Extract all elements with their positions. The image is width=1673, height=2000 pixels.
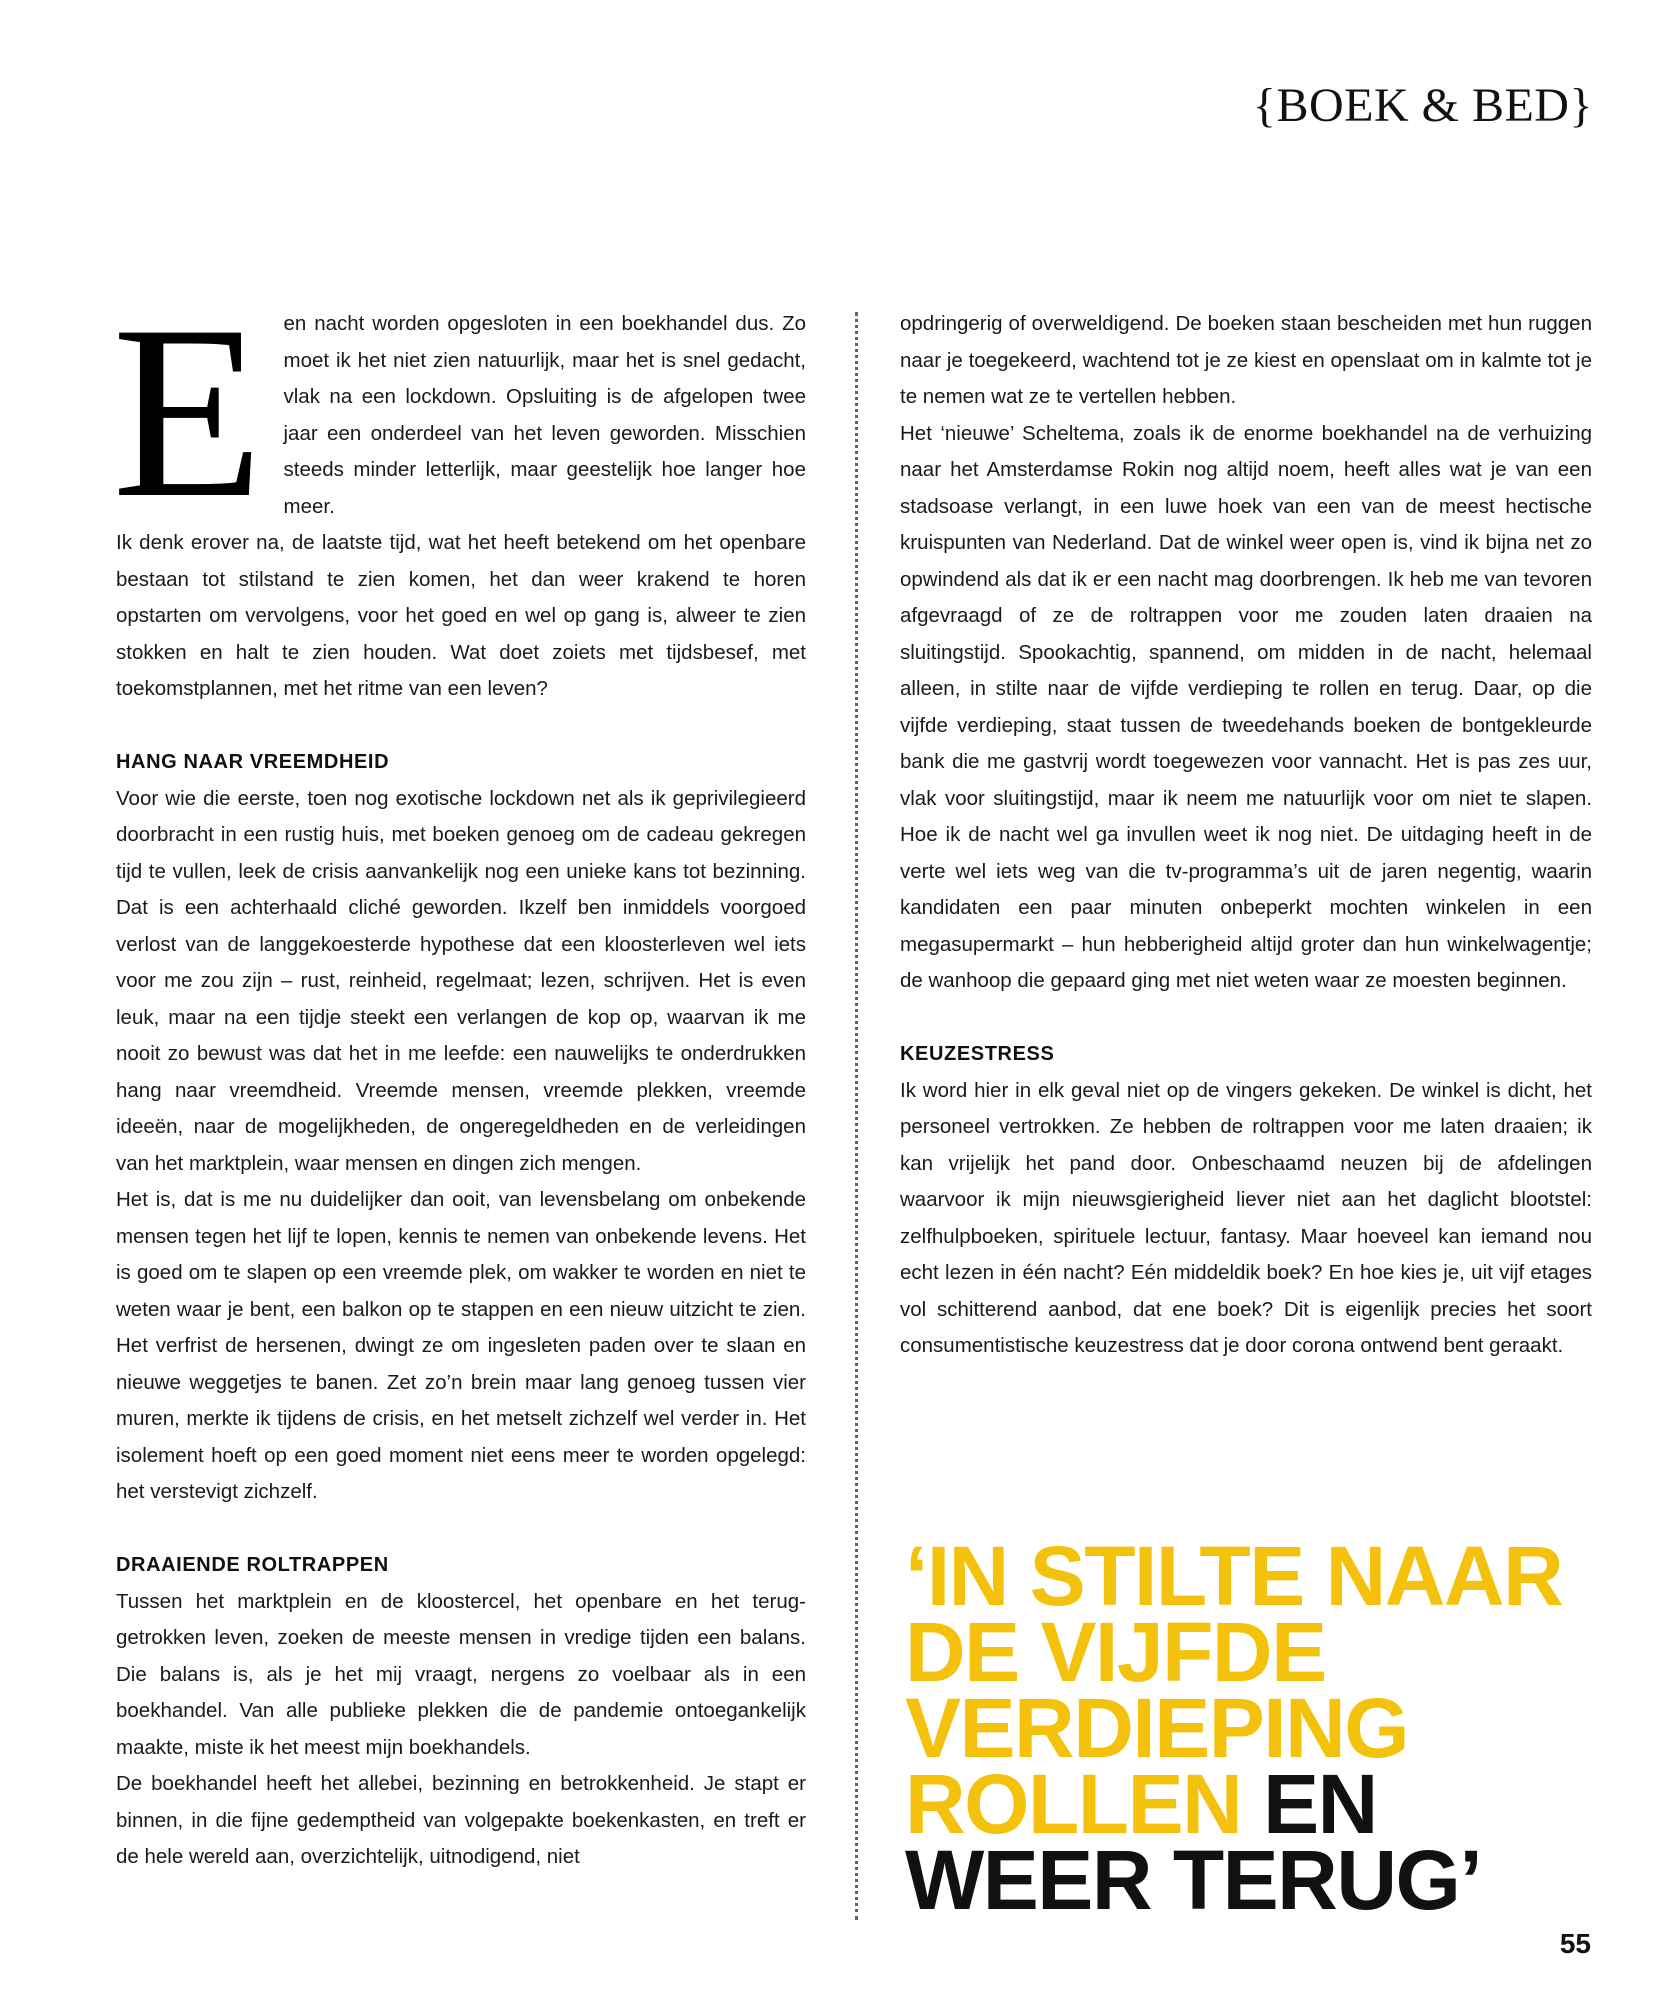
body-paragraph: Het ‘nieuwe’ Scheltema, zoals ik de enorme boekhandel na de verhuizing naar het Amsterdamse Rokin nog altijd noem, heeft alles wat je van een stadsoase verlangt, in een luwe hoek van een van de meest hectische kruispunten van Nederland. Dat de winkel weer open is, vind ik bijna net zo opwindend als dat ik er een nacht mag doorbrengen. Ik heb me van tevoren afgevraagd of ze de roltrappen voor me zouden laten draaien na sluitingstijd. Spookachtig, spannend, om midden in de nacht, helemaal alleen, in stilte naar de vijfde verdieping te rollen en terug. Daar, op die vijfde verdieping, staat tussen de tweedehands boeken de bontgekleurde bank die me gastvrij wordt toegewezen voor vannacht. Het is pas zes uur, vlak voor sluitingstijd, maar ik neem me natuurlijk voor om niet te slapen. Hoe ik de nacht wel ga invullen weet ik nog niet. De uitdaging heeft in de verte wel iets weg van die tv-programma’s uit de jaren negentig, waarin kandidaten een paar minuten onbeperkt mochten winkelen in een megasupermarkt – hun hebberigheid altijd groter dan hun winkelwagentje; de wanhoop die gepaard ging met niet weten waar ze moesten beginnen. (900, 421, 1592, 992)
body-paragraph: Tussen het marktplein en de kloostercel, het openbare en het teruggetrokken leven, zoeken de meeste mensen in vredige tijden een balans. Die balans is, als je het mij vraagt, nergens zo voelbaar als in een boekhandel. Van alle publieke plekken die de pandemie ontoegankelijk maakte, miste ik het meest mijn boekhandels. (116, 1589, 806, 1759)
subheading-draaiende-roltrappen: DRAAIENDE ROLTRAPPEN (116, 1554, 389, 1576)
body-paragraph: Het is, dat is me nu duidelijker dan ooit, van levensbelang om onbekende mensen tegen het lijf te lopen, kennis te nemen van onbekende levens. Het is goed om te slapen op een vreemde plek, om wakker te worden en niet te weten waar je bent, een balkon op te stappen en een nieuw uitzicht te zien. Het verfrist de hersenen, dwingt ze om ingesleten paden over te slaan en nieuwe weggetjes te banen. Zet zo’n brein maar lang genoeg tussen vier muren, merkte ik tijdens de crisis, en het metselt zichzelf wel verder in. Het isolement hoeft op een goed moment niet eens meer te worden opgelegd: het verstevigt zichzelf. (116, 1188, 806, 1503)
right-column (900, 306, 1592, 1365)
intro-paragraph (112, 274, 806, 549)
body-paragraph: De boekhandel heeft het allebei, bezinning en betrokkenheid. Je stapt er binnen, in die fijne gedemptheid van volgepakte boekenkasten, en treft er de hele wereld aan, overzichtelijk, uitnodigend, niet (116, 1772, 806, 1868)
pull-quote-highlight: ‘IN STILTE NAAR DE VIJFDE VERDIEPING ROLLEN (905, 1529, 1563, 1851)
pull-quote-plain: EN WEER TERUG’ (905, 1757, 1482, 1927)
body-paragraph: Ik denk erover na, de laatste tijd, wat het heeft betekend om het openbare bestaan tot stilstand te zien komen, het dan weer krakend te horen opstarten om vervolgens, voor het goed en wel op gang is, alweer te zien stokken en halt te zien houden. Wat doet zoiets met tijdsbesef, met toekomstplannen, met het ritme van een leven? (116, 531, 806, 700)
pull-quote (905, 1529, 1625, 1927)
left-column (112, 274, 806, 1876)
subheading-keuzestress: KEUZESTRESS (900, 1043, 1055, 1065)
body-paragraph: Ik word hier in elk geval niet op de vingers gekeken. De winkel is dicht, het personeel vertrokken. Ze hebben de roltrappen voor me laten draaien; ik kan vrijelijk het pand door. Onbeschaamd neuzen bij de afdelingen waarvoor ik mijn nieuwsgierigheid liever niet aan het daglicht blootstel: zelfhulpboeken, spirituele lectuur, fantasy. Maar hoeveel kan iemand nou echt lezen in één nacht? Eén middeldik boek? En hoe kies je, uit vijf etages vol schitterend aanbod, dat ene boek? Dit is eigenlijk precies het soort consumentistische keuzestress dat je door corona ontwend bent geraakt. (900, 1078, 1592, 1357)
section-title: {BOEK & BED} (1252, 79, 1593, 132)
intro-text: en nacht worden opgesloten in een boekhandel dus. Zo moet ik het niet zien natuurlijk, maar het is snel gedacht, vlak na een lockdown. Opsluiting is de afgelopen twee jaar een onderdeel van het leven geworden. Misschien steeds minder letterlijk, maar geestelijk hoe langer hoe meer. (283, 312, 806, 518)
body-paragraph: Voor wie die eerste, toen nog exotische lockdown net als ik geprivilegieerd doorbracht in een rustig huis, met boeken genoeg om de cadeau gekregen tijd te vullen, leek de crisis aanvankelijk nog een unieke kans tot bezinning. Dat is een achterhaald cliché geworden. Ikzelf ben inmiddels voorgoed verlost van de langgekoesterde hypothese dat een kloosterleven wel iets voor me zou zijn – rust, reinheid, regelmaat; lezen, schrijven. Het is even leuk, maar na een tijdje steekt een verlangen de kop op, waarvan ik me nooit zo bewust was dat het in me leefde: een nauwelijks te onderdrukken hang naar vreemdheid. Vreemde mensen, vreemde plekken, vreemde ideeën, naar de mogelijkheden, de ongeregeldheden en de verleidingen van het marktplein, waar mensen en dingen zich mengen. (116, 786, 806, 1175)
subheading-hang-naar-vreemdheid: HANG NAAR VREEMDHEID (116, 751, 390, 773)
drop-cap: E (112, 274, 264, 549)
body-paragraph: opdringerig of overweldigend. De boeken staan bescheiden met hun ruggen naar je toegekeerd, wachtend tot je ze kiest en openslaat om in kalmte tot je te nemen wat ze te vertellen hebben. (900, 312, 1592, 408)
page-number: 55 (1559, 1928, 1591, 1959)
column-divider (855, 312, 858, 1920)
